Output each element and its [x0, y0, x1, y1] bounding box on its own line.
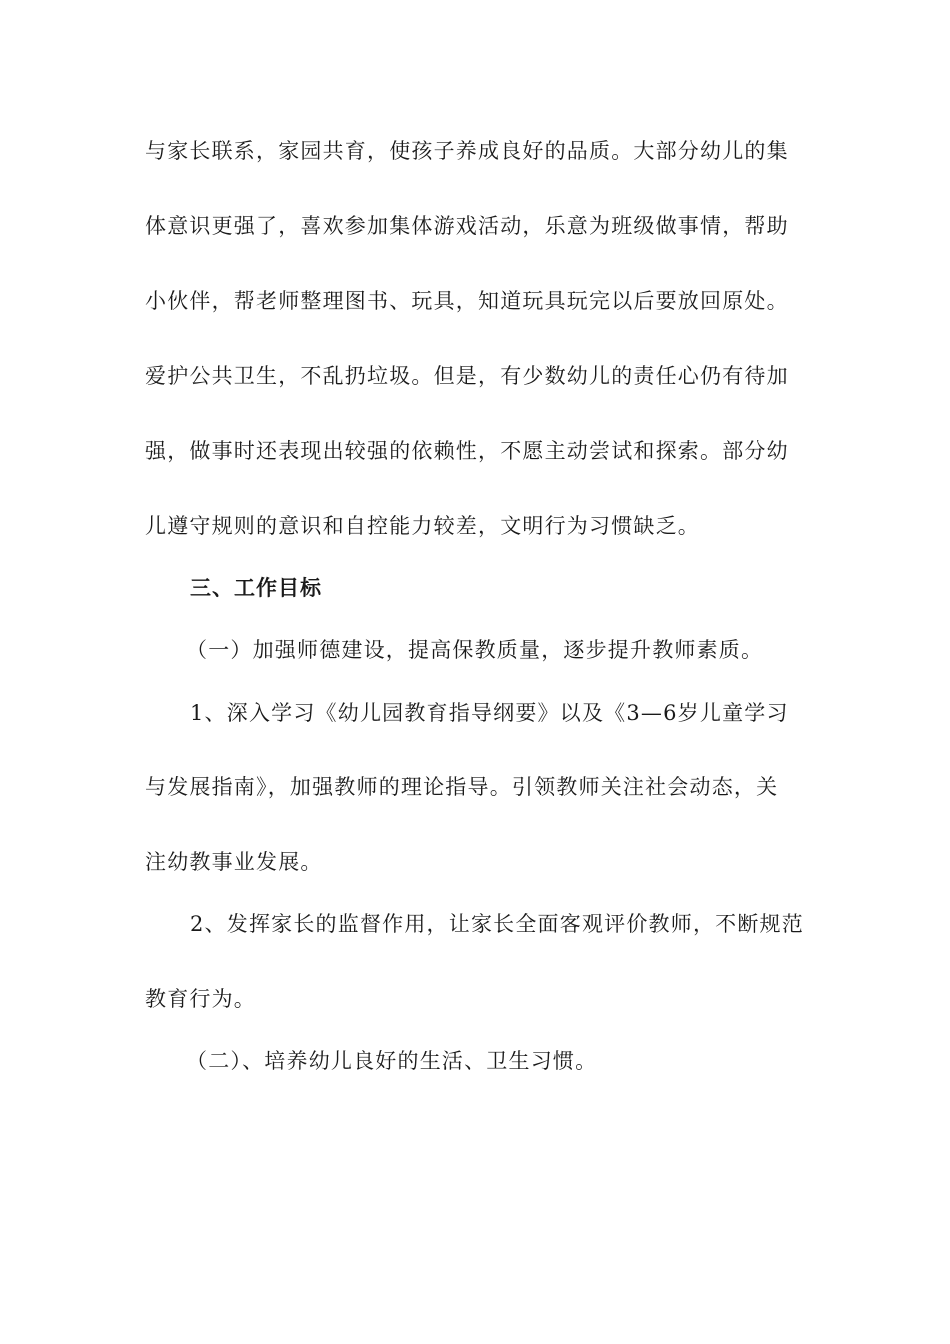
list-item-1-line: 注幼教事业发展。 [145, 850, 323, 874]
section-heading: 三、工作目标 [190, 576, 322, 600]
paragraph-line: 体意识更强了，喜欢参加集体游戏活动，乐意为班级做事情，帮助 [145, 214, 789, 238]
list-item-2-line: 2、发挥家长的监督作用，让家长全面客观评价教师，不断规范 [190, 912, 804, 936]
paragraph-line: 儿遵守规则的意识和自控能力较差，文明行为习惯缺乏。 [145, 514, 700, 538]
paragraph-line: 强，做事时还表现出较强的依赖性，不愿主动尝试和探索。部分幼 [145, 439, 789, 463]
paragraph-line: 爱护公共卫生，不乱扔垃圾。但是，有少数幼儿的责任心仍有待加 [145, 364, 789, 388]
paragraph-line: 小伙伴，帮老师整理图书、玩具，知道玩具玩完以后要放回原处。 [145, 289, 789, 313]
list-item-1-line: 1、深入学习《幼儿园教育指导纲要》以及《3—6岁儿童学习 [190, 701, 789, 725]
list-item-1-line: 与发展指南》，加强教师的理论指导。引领教师关注社会动态，关 [145, 775, 779, 799]
list-item-2-line: 教育行为。 [145, 987, 256, 1011]
goal-heading-2: （二）、培养幼儿良好的生活、卫生习惯。 [186, 1049, 598, 1073]
paragraph-line: 与家长联系，家园共育，使孩子养成良好的品质。大部分幼儿的集 [145, 139, 789, 163]
goal-heading-1: （一）加强师德建设，提高保教质量，逐步提升教师素质。 [186, 638, 764, 662]
